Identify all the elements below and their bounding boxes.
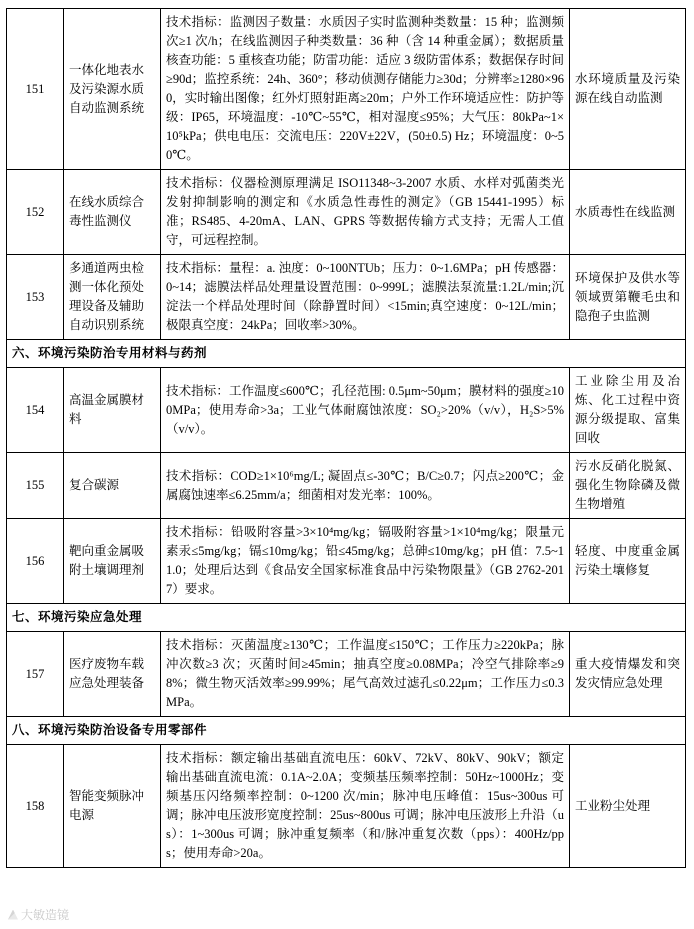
row-name: 靶向重金属吸附土壤调理剂 bbox=[64, 519, 161, 604]
section-row bbox=[7, 717, 686, 745]
table-row bbox=[7, 170, 686, 255]
row-specs: 技术指标：量程：a. 浊度：0~100NTUb；压力：0~1.6MPa；pH 传感器：0~14；滤膜法样品处理量设置范围：0~999L；滤膜法泵流量:1.2L/min;沉淀法一个样品处理时间（除静置时间）<15min;真空速度：0~12L/min；极限真空度：24kPa；回收率>30%。 bbox=[161, 255, 570, 340]
row-specs: 技术指标：额定输出基础直流电压：60kV、72kV、80kV、90kV；额定输出基础直流电流：0.1A~2.0A；变频基压频率控制：50Hz~1000Hz；变频基压闪络频率控制：0~1200 次/min；脉冲电压峰值：15us~300us 可调；脉冲电压波形宽度控制：25us~800us 可调；脉冲电压波形上升沿（us）：1~300us 可调；脉冲重复频率（和/脉冲重复次数（pps）：400Hz/pps；使用寿命>20a。 bbox=[161, 745, 570, 868]
equipment-table bbox=[6, 8, 686, 868]
row-specs: 技术指标：COD≥1×10⁶mg/L; 凝固点≤-30℃；B/C≥0.7；闪点≥200℃；金属腐蚀速率≤6.25mm/a；细菌相对发光率：100%。 bbox=[161, 453, 570, 519]
row-application: 轻度、中度重金属污染土壤修复 bbox=[570, 519, 686, 604]
table-row bbox=[7, 368, 686, 453]
row-id: 157 bbox=[7, 632, 64, 717]
row-id: 158 bbox=[7, 745, 64, 868]
watermark-logo-icon bbox=[8, 910, 18, 920]
row-id: 153 bbox=[7, 255, 64, 340]
table-row bbox=[7, 519, 686, 604]
section-title: 六、环境污染防治专用材料与药剂 bbox=[7, 340, 686, 368]
row-specs: 技术指标：仪器检测原理满足 ISO11348~3-2007 水质、水样对弧菌类光发射抑制影响的测定和《水质急性毒性的测定》（GB 15441-1995）标准；RS485、4-20mA、LAN、GPRS 等数据传输方式支持；无需人工值守，可远程控制。 bbox=[161, 170, 570, 255]
watermark bbox=[8, 906, 69, 923]
row-name: 智能变频脉冲电源 bbox=[64, 745, 161, 868]
row-application: 工业粉尘处理 bbox=[570, 745, 686, 868]
row-id: 156 bbox=[7, 519, 64, 604]
row-application: 水环境质量及污染源在线自动监测 bbox=[570, 9, 686, 170]
table-row bbox=[7, 255, 686, 340]
table-row bbox=[7, 745, 686, 868]
row-id: 155 bbox=[7, 453, 64, 519]
row-name: 一体化地表水及污染源水质自动监测系统 bbox=[64, 9, 161, 170]
row-application: 工业除尘用及冶炼、化工过程中资源分级提取、富集回收 bbox=[570, 368, 686, 453]
row-application: 环境保护及供水等领域贾第鞭毛虫和隐孢子虫监测 bbox=[570, 255, 686, 340]
row-name: 复合碳源 bbox=[64, 453, 161, 519]
row-name: 高温金属膜材料 bbox=[64, 368, 161, 453]
row-application: 重大疫情爆发和突发灾情应急处理 bbox=[570, 632, 686, 717]
table-row bbox=[7, 453, 686, 519]
table-row bbox=[7, 9, 686, 170]
row-id: 151 bbox=[7, 9, 64, 170]
row-specs: 技术指标：监测因子数量：水质因子实时监测种类数量：15 种；监测频次≥1 次/h；在线监测因子种类数量：36 种（含 14 种重金属）；数据质量核查功能：5 重核查功能；防雷功能：适应 3 级防雷体系；数据保存时间≥90d；监控系统：24h、360°；移动侦测存储能力≥30d；分辨率≥1280×960，实时输出图像；红外灯照射距离≥20m；户外工作环境适应性：防护等级：IP65，环境温度：-10℃~55℃，相对湿度≤95%；大气压：80kPa~1×10⁵kPa；供电电压：交流电压：220V±22V，(50±0.5) Hz；环境温度：0~50℃。 bbox=[161, 9, 570, 170]
section-row bbox=[7, 604, 686, 632]
row-application: 污水反硝化脱氮、强化生物除磷及微生物增殖 bbox=[570, 453, 686, 519]
row-specs: 技术指标：工作温度≤600℃；孔径范围: 0.5μm~50μm；膜材料的强度≥100MPa；使用寿命>3a；工业气体耐腐蚀浓度：SO₂>20%（v/v），H₂S>5%（v/v）。 bbox=[161, 368, 570, 453]
document-page bbox=[6, 8, 686, 868]
table-row bbox=[7, 632, 686, 717]
section-title: 七、环境污染应急处理 bbox=[7, 604, 686, 632]
watermark-label: 大敏造镜 bbox=[21, 908, 70, 922]
row-name: 多通道两虫检测一体化预处理设备及辅助自动识别系统 bbox=[64, 255, 161, 340]
row-id: 154 bbox=[7, 368, 64, 453]
row-name: 医疗废物车载应急处理装备 bbox=[64, 632, 161, 717]
section-row bbox=[7, 340, 686, 368]
row-id: 152 bbox=[7, 170, 64, 255]
row-specs: 技术指标：灭菌温度≥130℃；工作温度≤150℃；工作压力≥220kPa；脉冲次数≥3 次；灭菌时间≥45min；抽真空度≥0.08MPa；冷空气排除率≥98%；微生物灭活效率≥99.99%；尾气高效过滤孔≤0.22μm；工作压力≤0.3MPa。 bbox=[161, 632, 570, 717]
row-specs: 技术指标：铅吸附容量>3×10⁴mg/kg；镉吸附容量>1×10⁴mg/kg；限量元素汞≤5mg/kg；镉≤10mg/kg；铅≤45mg/kg；总砷≤10mg/kg；pH 值：7.5~11.0；处理后达到《食品安全国家标准食品中污染物限量》（GB 2762-2017）要求。 bbox=[161, 519, 570, 604]
section-title: 八、环境污染防治设备专用零部件 bbox=[7, 717, 686, 745]
row-application: 水质毒性在线监测 bbox=[570, 170, 686, 255]
row-name: 在线水质综合毒性监测仪 bbox=[64, 170, 161, 255]
